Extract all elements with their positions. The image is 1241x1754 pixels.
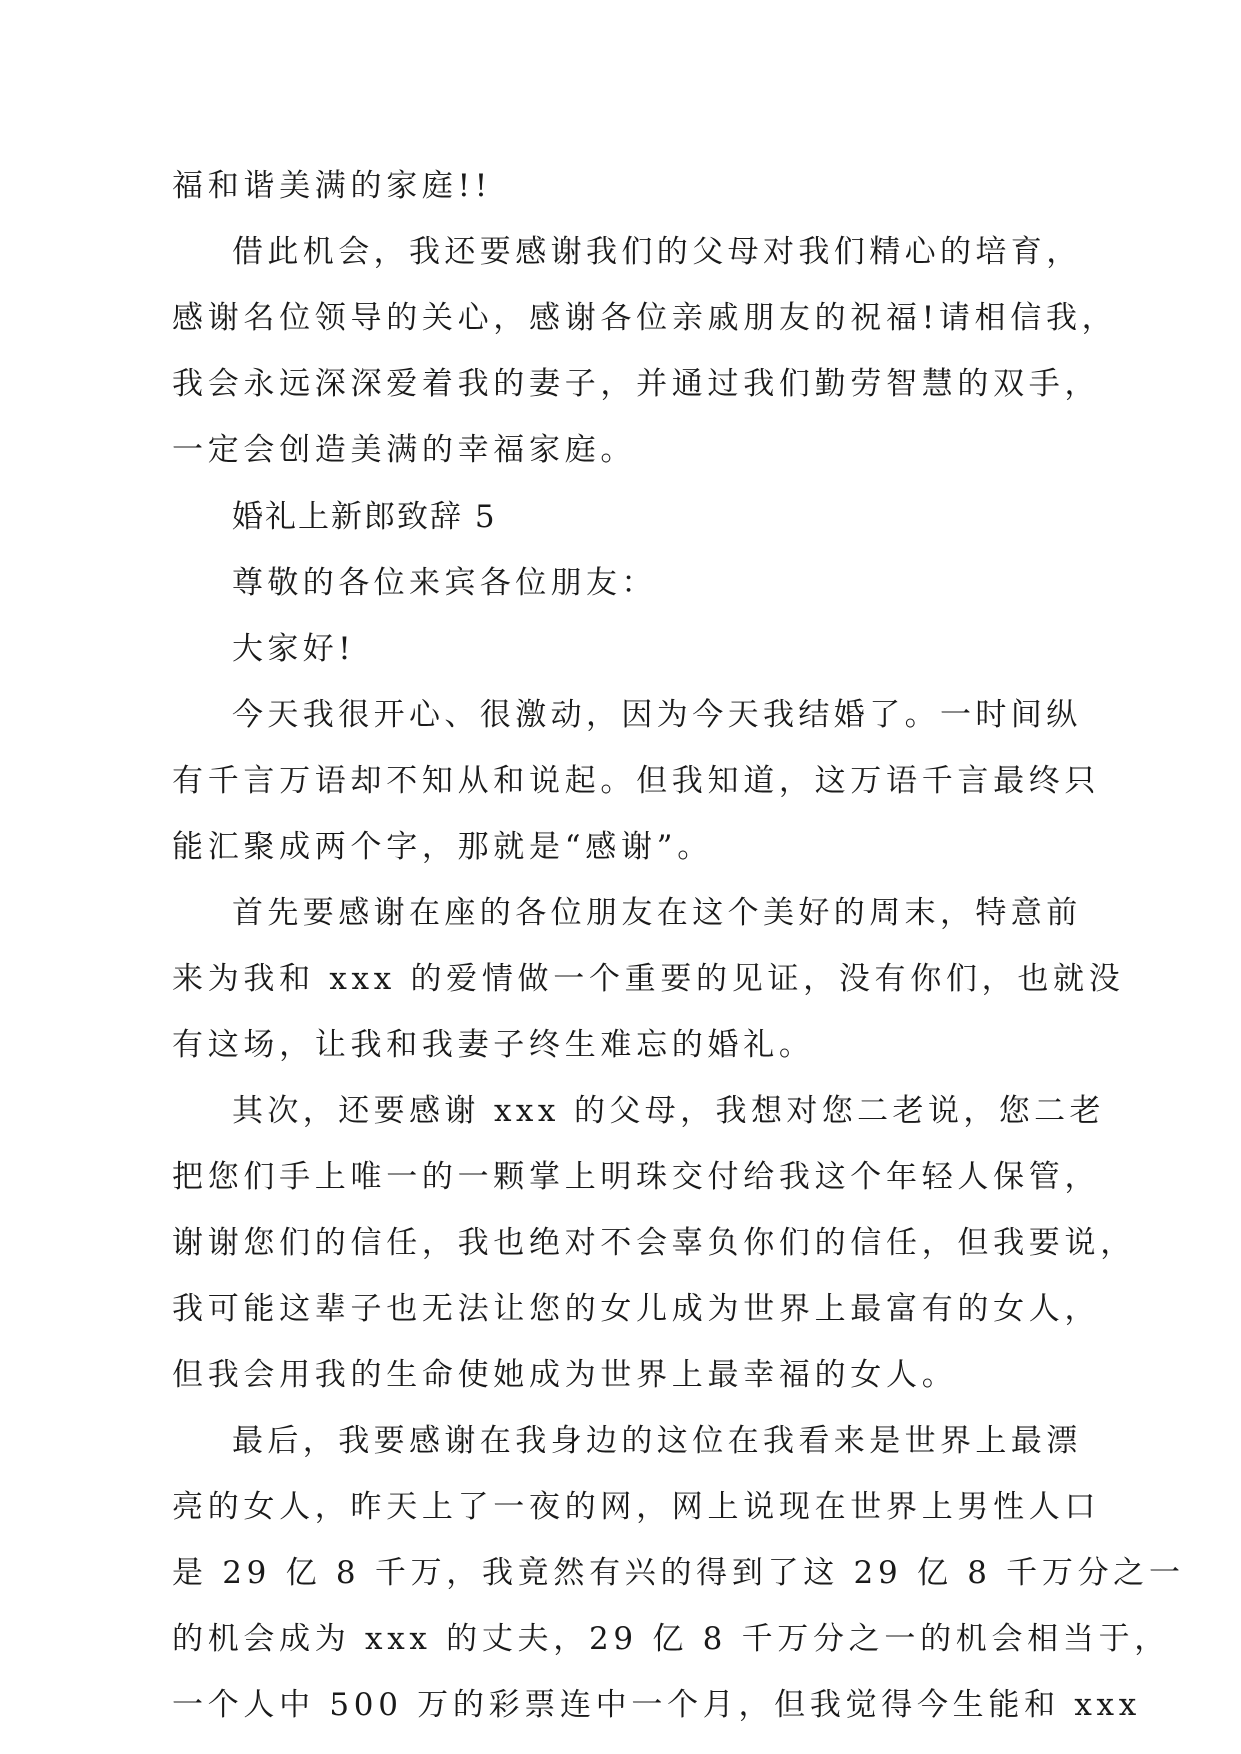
paragraph-line: 首先要感谢在座的各位朋友在这个美好的周末，特意前 — [232, 895, 1082, 931]
paragraph-line: 我可能这辈子也无法让您的女儿成为世界上最富有的女人， — [172, 1291, 1101, 1327]
paragraph-line: 是 29 亿 8 千万，我竟然有兴的得到了这 29 亿 8 千万分之一 — [172, 1555, 1185, 1591]
paragraph-line: 今天我很开心、很激动，因为今天我结婚了。一时间纵 — [232, 697, 1082, 733]
paragraph-line: 但我会用我的生命使她成为世界上最幸福的女人。 — [172, 1357, 958, 1393]
paragraph-line: 最后，我要感谢在我身边的这位在我看来是世界上最漂 — [232, 1423, 1082, 1459]
paragraph-line: 一定会创造美满的幸福家庭。 — [172, 432, 637, 468]
paragraph-line: 来为我和 xxx 的爱情做一个重要的见证，没有你们，也就没 — [172, 961, 1125, 997]
paragraph-line: 谢谢您们的信任，我也绝对不会辜负你们的信任，但我要说， — [172, 1225, 1136, 1261]
paragraph-line: 福和谐美满的家庭!! — [172, 168, 492, 204]
section-heading: 婚礼上新郎致辞 5 — [232, 499, 497, 535]
greeting: 大家好! — [232, 631, 356, 667]
paragraph-line: 一个人中 500 万的彩票连中一个月，但我觉得今生能和 xxx — [172, 1687, 1141, 1723]
paragraph-line: 有千言万语却不知从和说起。但我知道，这万语千言最终只 — [172, 763, 1101, 799]
paragraph-line: 能汇聚成两个字，那就是“感谢”。 — [172, 829, 713, 865]
paragraph-line: 其次，还要感谢 xxx 的父母，我想对您二老说，您二老 — [232, 1093, 1105, 1129]
paragraph-line: 有这场，让我和我妻子终生难忘的婚礼。 — [172, 1027, 815, 1063]
paragraph-line: 的机会成为 xxx 的丈夫，29 亿 8 千万分之一的机会相当于， — [172, 1621, 1170, 1657]
paragraph-line: 借此机会，我还要感谢我们的父母对我们精心的培育， — [232, 234, 1082, 270]
paragraph-line: 我会永远深深爱着我的妻子，并通过我们勤劳智慧的双手， — [172, 366, 1101, 402]
salutation: 尊敬的各位来宾各位朋友： — [232, 565, 657, 601]
paragraph-line: 感谢名位领导的关心，感谢各位亲戚朋友的祝福!请相信我， — [172, 300, 1118, 336]
paragraph-line: 把您们手上唯一的一颗掌上明珠交付给我这个年轻人保管， — [172, 1159, 1101, 1195]
paragraph-line: 亮的女人，昨天上了一夜的网，网上说现在世界上男性人口 — [172, 1489, 1101, 1525]
